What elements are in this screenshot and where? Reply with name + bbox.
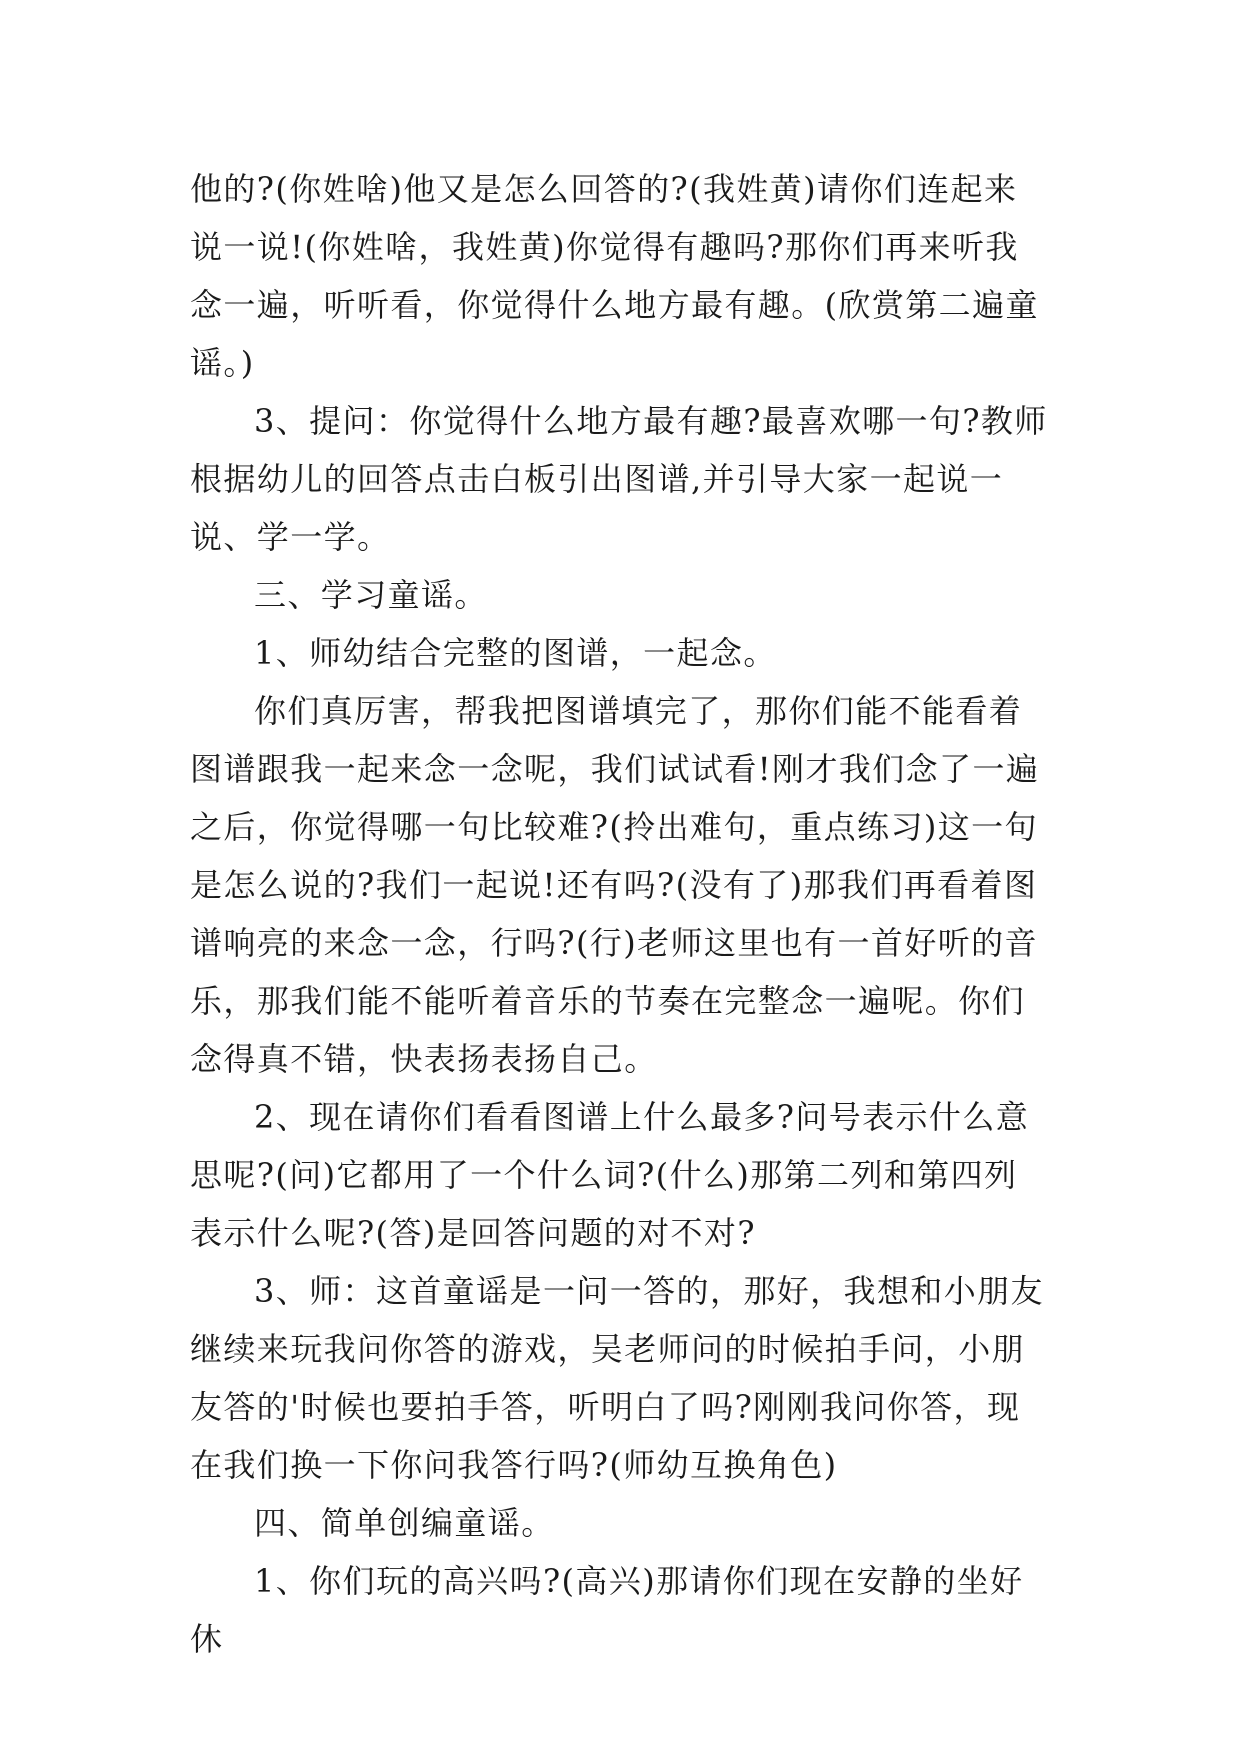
paragraph-step-1: 1、师幼结合完整的图谱，一起念。 bbox=[254, 634, 777, 672]
paragraph-practice: 你们真厉害，帮我把图谱填完了，那你们能不能看着图谱跟我一起来念一念呢，我们试试看!刚才我们念了一遍之后，你觉得哪一句比较难?(拎出难句，重点练习)这一句是怎么说的?我们一起说!还有吗?(没有了)那我们再看着图谱响亮的来念一念，行吗?(行)老师这里也有一首好听的音乐，那我们能不能听着音乐的节奏在完整念一遍呢。你们念得真不错，快表扬表扬自己。 bbox=[190, 692, 1040, 1078]
section-heading-create: 四、简单创编童谣。 bbox=[254, 1504, 555, 1542]
paragraph-create-step-1: 1、你们玩的高兴吗?(高兴)那请你们现在安静的坐好休 bbox=[190, 1562, 1024, 1658]
document-body bbox=[190, 160, 1050, 1668]
paragraph-step-2: 2、现在请你们看看图谱上什么最多?问号表示什么意思呢?(问)它都用了一个什么词?(什么)那第二列和第四列表示什么呢?(答)是回答问题的对不对? bbox=[190, 1098, 1030, 1252]
paragraph-step-3: 3、师：这首童谣是一问一答的，那好，我想和小朋友继续来玩我问你答的游戏，吴老师问的时候拍手问，小朋友答的'时候也要拍手答，听明白了吗?刚刚我问你答，现在我们换一下你问我答行吗?(师幼互换角色) bbox=[190, 1272, 1044, 1484]
paragraph-continued: 他的?(你姓啥)他又是怎么回答的?(我姓黄)请你们连起来说一说!(你姓啥，我姓黄)你觉得有趣吗?那你们再来听我念一遍，听听看，你觉得什么地方最有趣。(欣赏第二遍童谣。) bbox=[190, 170, 1039, 382]
paragraph-question-step: 3、提问：你觉得什么地方最有趣?最喜欢哪一句?教师根据幼儿的回答点击白板引出图谱,并引导大家一起说一说、学一学。 bbox=[190, 402, 1048, 556]
section-heading-learn: 三、学习童谣。 bbox=[254, 576, 488, 614]
